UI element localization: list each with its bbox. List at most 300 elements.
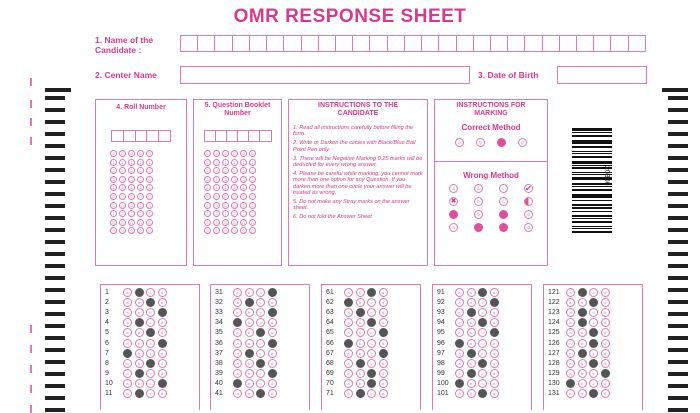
dob-input[interactable] (557, 66, 647, 84)
answer-bubble[interactable]: a (344, 369, 353, 378)
digit-bubble[interactable]: 4 (231, 184, 238, 191)
answer-bubble[interactable]: d (601, 389, 610, 398)
answer-bubble[interactable]: a (344, 318, 353, 327)
answer-bubble[interactable]: c (367, 339, 376, 348)
answer-bubble-filled[interactable] (268, 369, 277, 378)
answer-bubble[interactable]: d (379, 298, 388, 307)
answer-bubble-filled[interactable] (478, 288, 487, 297)
answer-bubble-filled[interactable] (578, 288, 587, 297)
name-cell[interactable] (422, 36, 439, 51)
answer-bubble-filled[interactable] (455, 379, 464, 388)
answer-bubble[interactable]: c (146, 318, 155, 327)
digit-bubble[interactable]: 6 (240, 202, 247, 209)
answer-bubble[interactable]: a (566, 308, 575, 317)
answer-bubble[interactable]: b (467, 328, 476, 337)
answer-bubble-filled[interactable] (135, 369, 144, 378)
answer-bubble[interactable]: d (268, 328, 277, 337)
digit-bubble[interactable]: 5 (128, 193, 135, 200)
answer-bubble-filled[interactable] (589, 328, 598, 337)
digit-bubble[interactable]: 3 (110, 176, 117, 183)
answer-bubble-filled[interactable] (601, 369, 610, 378)
answer-bubble[interactable]: b (245, 359, 254, 368)
digit-bubble[interactable]: 4 (128, 184, 135, 191)
answer-bubble-filled[interactable] (467, 308, 476, 317)
digit-bubble[interactable]: 0 (146, 150, 153, 157)
answer-bubble[interactable]: d (490, 369, 499, 378)
answer-bubble-filled[interactable] (135, 288, 144, 297)
answer-bubble-filled[interactable] (467, 349, 476, 358)
answer-bubble[interactable]: c (367, 308, 376, 317)
digit-bubble[interactable]: 8 (231, 219, 238, 226)
answer-bubble[interactable]: c (256, 288, 265, 297)
answer-bubble-filled[interactable] (233, 379, 242, 388)
digit-bubble[interactable]: 3 (249, 176, 256, 183)
answer-bubble[interactable]: a (123, 359, 132, 368)
roll-number-cells[interactable] (111, 130, 171, 142)
answer-bubble-filled[interactable] (578, 308, 587, 317)
answer-bubble[interactable]: d (379, 359, 388, 368)
answer-bubble[interactable]: a (566, 369, 575, 378)
answer-bubble[interactable]: b (135, 349, 144, 358)
answer-bubble[interactable]: a (233, 339, 242, 348)
answer-bubble[interactable]: d (158, 318, 167, 327)
digit-bubble[interactable]: 5 (231, 193, 238, 200)
answer-bubble[interactable]: c (478, 349, 487, 358)
answer-bubble[interactable]: c (256, 369, 265, 378)
answer-bubble[interactable]: c (478, 308, 487, 317)
digit-bubble[interactable]: 1 (128, 159, 135, 166)
answer-bubble[interactable]: b (245, 339, 254, 348)
name-cell[interactable] (474, 36, 491, 51)
digit-bubble[interactable]: 6 (222, 202, 229, 209)
answer-bubble[interactable]: d (379, 308, 388, 317)
digit-bubble[interactable]: 4 (249, 184, 256, 191)
digit-bubble[interactable]: 2 (110, 167, 117, 174)
digit-bubble[interactable]: 5 (213, 193, 220, 200)
answer-bubble[interactable]: a (123, 288, 132, 297)
answer-bubble[interactable]: d (601, 288, 610, 297)
answer-bubble-filled[interactable] (356, 308, 365, 317)
digit-bubble[interactable]: 2 (213, 167, 220, 174)
digit-bubble[interactable]: 4 (213, 184, 220, 191)
name-cell[interactable] (233, 36, 250, 51)
digit-bubble[interactable]: 0 (119, 150, 126, 157)
digit-bubble[interactable]: 6 (204, 202, 211, 209)
answer-bubble[interactable]: b (245, 288, 254, 297)
answer-bubble-filled[interactable] (146, 328, 155, 337)
answer-bubble[interactable]: a (566, 298, 575, 307)
digit-bubble[interactable]: 3 (240, 176, 247, 183)
answer-bubble[interactable]: d (268, 359, 277, 368)
digit-bubble[interactable]: 3 (119, 176, 126, 183)
answer-bubble[interactable]: a (123, 339, 132, 348)
answer-bubble[interactable]: b (245, 369, 254, 378)
digit-bubble[interactable]: 8 (222, 219, 229, 226)
answer-bubble-filled[interactable] (158, 308, 167, 317)
answer-bubble[interactable]: c (256, 318, 265, 327)
answer-bubble[interactable]: a (566, 389, 575, 398)
answer-bubble[interactable]: c (478, 339, 487, 348)
name-cell[interactable] (198, 36, 215, 51)
answer-bubble-filled[interactable] (146, 298, 155, 307)
answer-bubble[interactable]: c (367, 359, 376, 368)
answer-bubble[interactable]: c (146, 389, 155, 398)
digit-bubble[interactable]: 1 (119, 159, 126, 166)
answer-bubble[interactable]: c (367, 298, 376, 307)
answer-bubble[interactable]: a (344, 288, 353, 297)
answer-bubble-filled[interactable] (578, 318, 587, 327)
answer-bubble[interactable]: a (344, 379, 353, 388)
digit-bubble[interactable]: 9 (128, 227, 135, 234)
answer-bubble[interactable]: c (589, 379, 598, 388)
answer-bubble[interactable]: c (478, 298, 487, 307)
digit-bubble[interactable]: 5 (119, 193, 126, 200)
answer-bubble[interactable]: d (268, 389, 277, 398)
answer-bubble[interactable]: a (123, 389, 132, 398)
answer-bubble-filled[interactable] (356, 389, 365, 398)
answer-bubble[interactable]: a (233, 359, 242, 368)
name-cell[interactable] (388, 36, 405, 51)
answer-bubble[interactable]: b (135, 379, 144, 388)
name-cell[interactable] (215, 36, 232, 51)
digit-bubble[interactable]: 7 (204, 210, 211, 217)
digit-bubble[interactable]: 7 (110, 210, 117, 217)
answer-bubble-filled[interactable] (233, 318, 242, 327)
answer-bubble-filled[interactable] (367, 369, 376, 378)
answer-bubble[interactable]: b (467, 288, 476, 297)
answer-bubble[interactable]: a (123, 369, 132, 378)
name-cell[interactable] (525, 36, 542, 51)
digit-bubble[interactable]: 9 (231, 227, 238, 234)
name-cell[interactable] (577, 36, 594, 51)
digit-bubble[interactable]: 4 (110, 184, 117, 191)
digit-bubble[interactable]: 8 (119, 219, 126, 226)
answer-bubble[interactable]: c (146, 379, 155, 388)
answer-bubble[interactable]: c (367, 389, 376, 398)
digit-bubble[interactable]: 5 (146, 193, 153, 200)
answer-bubble[interactable]: b (356, 379, 365, 388)
answer-bubble-filled[interactable] (256, 328, 265, 337)
name-cell[interactable] (629, 36, 645, 51)
answer-bubble[interactable]: c (256, 339, 265, 348)
digit-bubble[interactable]: 3 (204, 176, 211, 183)
answer-bubble[interactable]: c (256, 298, 265, 307)
digit-bubble[interactable]: 4 (137, 184, 144, 191)
digit-bubble[interactable]: 1 (240, 159, 247, 166)
name-cell[interactable] (594, 36, 611, 51)
answer-bubble-filled[interactable] (123, 349, 132, 358)
digit-bubble[interactable]: 1 (146, 159, 153, 166)
answer-bubble[interactable]: b (467, 389, 476, 398)
digit-bubble[interactable]: 3 (137, 176, 144, 183)
answer-bubble-filled[interactable] (344, 339, 353, 348)
digit-bubble[interactable]: 5 (240, 193, 247, 200)
answer-bubble[interactable]: d (268, 298, 277, 307)
answer-bubble[interactable]: a (455, 328, 464, 337)
digit-bubble[interactable]: 4 (240, 184, 247, 191)
digit-bubble[interactable]: 9 (240, 227, 247, 234)
answer-bubble[interactable]: c (367, 328, 376, 337)
name-cell[interactable] (319, 36, 336, 51)
answer-bubble[interactable]: a (455, 349, 464, 358)
answer-bubble[interactable]: a (566, 349, 575, 358)
answer-bubble[interactable]: c (146, 349, 155, 358)
name-input-cells[interactable] (180, 35, 646, 52)
digit-bubble[interactable]: 6 (128, 202, 135, 209)
answer-bubble-filled[interactable] (245, 298, 254, 307)
answer-bubble[interactable]: d (490, 318, 499, 327)
answer-bubble[interactable]: a (123, 318, 132, 327)
name-cell[interactable] (336, 36, 353, 51)
answer-bubble[interactable]: d (601, 318, 610, 327)
digit-bubble[interactable]: 7 (240, 210, 247, 217)
digit-bubble[interactable]: 7 (146, 210, 153, 217)
name-cell[interactable] (302, 36, 319, 51)
digit-bubble[interactable]: 4 (146, 184, 153, 191)
name-cell[interactable] (543, 36, 560, 51)
answer-bubble[interactable]: c (146, 308, 155, 317)
digit-bubble[interactable]: 1 (137, 159, 144, 166)
answer-bubble-filled[interactable] (589, 359, 598, 368)
answer-bubble-filled[interactable] (379, 328, 388, 337)
digit-bubble[interactable]: 0 (204, 150, 211, 157)
answer-bubble[interactable]: d (601, 359, 610, 368)
answer-bubble-filled[interactable] (578, 349, 587, 358)
digit-bubble[interactable]: 8 (213, 219, 220, 226)
digit-bubble[interactable]: 7 (222, 210, 229, 217)
answer-bubble[interactable]: b (467, 318, 476, 327)
name-cell[interactable] (181, 36, 198, 51)
answer-bubble-filled[interactable] (158, 379, 167, 388)
answer-bubble-filled[interactable] (589, 339, 598, 348)
digit-bubble[interactable]: 5 (222, 193, 229, 200)
answer-bubble[interactable]: b (356, 339, 365, 348)
answer-bubble[interactable]: b (578, 328, 587, 337)
digit-bubble[interactable]: 8 (137, 219, 144, 226)
answer-bubble[interactable]: a (344, 308, 353, 317)
answer-bubble[interactable]: b (467, 339, 476, 348)
answer-bubble[interactable]: d (601, 298, 610, 307)
digit-bubble[interactable]: 1 (110, 159, 117, 166)
answer-bubble[interactable]: d (490, 379, 499, 388)
digit-bubble[interactable]: 9 (119, 227, 126, 234)
answer-bubble[interactable]: a (344, 328, 353, 337)
answer-bubble[interactable]: b (578, 389, 587, 398)
answer-bubble[interactable]: b (135, 339, 144, 348)
answer-bubble[interactable]: d (379, 389, 388, 398)
digit-bubble[interactable]: 1 (204, 159, 211, 166)
digit-bubble[interactable]: 7 (213, 210, 220, 217)
answer-bubble[interactable]: b (356, 349, 365, 358)
digit-bubble[interactable]: 8 (110, 219, 117, 226)
digit-bubble[interactable]: 0 (137, 150, 144, 157)
digit-bubble[interactable]: 7 (128, 210, 135, 217)
answer-bubble[interactable]: c (146, 369, 155, 378)
answer-bubble[interactable]: a (455, 298, 464, 307)
answer-bubble[interactable]: d (601, 379, 610, 388)
answer-bubble[interactable]: a (455, 308, 464, 317)
digit-bubble[interactable]: 9 (213, 227, 220, 234)
digit-bubble[interactable]: 9 (249, 227, 256, 234)
answer-bubble-filled[interactable] (158, 339, 167, 348)
digit-bubble[interactable]: 6 (249, 202, 256, 209)
answer-bubble[interactable]: d (158, 389, 167, 398)
digit-bubble[interactable]: 2 (146, 167, 153, 174)
answer-bubble[interactable]: d (379, 288, 388, 297)
answer-bubble[interactable]: d (158, 369, 167, 378)
answer-bubble[interactable]: c (478, 328, 487, 337)
digit-bubble[interactable]: 0 (222, 150, 229, 157)
answer-bubble[interactable]: b (245, 308, 254, 317)
answer-bubble[interactable]: d (158, 349, 167, 358)
answer-bubble[interactable]: b (245, 379, 254, 388)
answer-bubble[interactable]: d (379, 318, 388, 327)
digit-bubble[interactable]: 3 (213, 176, 220, 183)
answer-bubble-filled[interactable] (256, 389, 265, 398)
answer-bubble[interactable]: a (233, 369, 242, 378)
name-cell[interactable] (491, 36, 508, 51)
answer-bubble[interactable]: b (135, 359, 144, 368)
answer-bubble[interactable]: a (566, 359, 575, 368)
answer-bubble-filled[interactable] (135, 318, 144, 327)
answer-bubble[interactable]: d (158, 298, 167, 307)
digit-bubble[interactable]: 0 (213, 150, 220, 157)
answer-bubble[interactable]: c (589, 318, 598, 327)
digit-bubble[interactable]: 0 (231, 150, 238, 157)
answer-bubble[interactable]: a (566, 328, 575, 337)
digit-bubble[interactable]: 2 (137, 167, 144, 174)
booklet-number-cells[interactable] (204, 130, 272, 142)
digit-bubble[interactable]: 7 (231, 210, 238, 217)
answer-bubble[interactable]: d (268, 379, 277, 388)
answer-bubble[interactable]: d (158, 359, 167, 368)
name-cell[interactable] (353, 36, 370, 51)
answer-bubble[interactable]: b (245, 318, 254, 327)
answer-bubble-filled[interactable] (589, 298, 598, 307)
answer-bubble[interactable]: a (123, 308, 132, 317)
answer-bubble[interactable]: c (367, 349, 376, 358)
digit-bubble[interactable]: 3 (146, 176, 153, 183)
answer-bubble[interactable]: a (233, 389, 242, 398)
answer-bubble[interactable]: d (490, 359, 499, 368)
answer-bubble[interactable]: a (123, 298, 132, 307)
name-cell[interactable] (457, 36, 474, 51)
digit-bubble[interactable]: 9 (146, 227, 153, 234)
answer-bubble[interactable]: b (356, 328, 365, 337)
answer-bubble[interactable]: d (379, 339, 388, 348)
answer-bubble-filled[interactable] (589, 389, 598, 398)
digit-bubble[interactable]: 0 (128, 150, 135, 157)
answer-bubble[interactable]: d (490, 389, 499, 398)
digit-bubble[interactable]: 7 (249, 210, 256, 217)
digit-bubble[interactable]: 5 (249, 193, 256, 200)
digit-bubble[interactable]: 0 (240, 150, 247, 157)
answer-bubble[interactable]: b (578, 339, 587, 348)
digit-bubble[interactable]: 6 (146, 202, 153, 209)
answer-bubble[interactable]: d (268, 318, 277, 327)
answer-bubble[interactable]: a (455, 389, 464, 398)
digit-bubble[interactable]: 2 (249, 167, 256, 174)
digit-bubble[interactable]: 4 (204, 184, 211, 191)
answer-bubble[interactable]: c (589, 349, 598, 358)
answer-bubble[interactable]: c (146, 288, 155, 297)
answer-bubble[interactable]: d (158, 328, 167, 337)
answer-bubble[interactable]: a (344, 389, 353, 398)
answer-bubble[interactable]: a (233, 288, 242, 297)
answer-bubble[interactable]: c (256, 349, 265, 358)
answer-bubble[interactable]: d (490, 349, 499, 358)
name-cell[interactable] (284, 36, 301, 51)
digit-bubble[interactable]: 2 (240, 167, 247, 174)
digit-bubble[interactable]: 7 (137, 210, 144, 217)
center-name-input[interactable] (180, 66, 470, 84)
name-cell[interactable] (439, 36, 456, 51)
answer-bubble-filled[interactable] (566, 379, 575, 388)
answer-bubble-filled[interactable] (245, 349, 254, 358)
answer-bubble[interactable]: b (467, 379, 476, 388)
answer-bubble-filled[interactable] (367, 318, 376, 327)
name-cell[interactable] (405, 36, 422, 51)
digit-bubble[interactable]: 8 (128, 219, 135, 226)
answer-bubble[interactable]: b (245, 328, 254, 337)
answer-bubble[interactable]: c (589, 288, 598, 297)
answer-bubble[interactable]: b (578, 298, 587, 307)
digit-bubble[interactable]: 2 (222, 167, 229, 174)
digit-bubble[interactable]: 8 (204, 219, 211, 226)
answer-bubble-filled[interactable] (490, 328, 499, 337)
answer-bubble[interactable]: b (578, 369, 587, 378)
answer-bubble[interactable]: d (379, 379, 388, 388)
digit-bubble[interactable]: 9 (204, 227, 211, 234)
answer-bubble[interactable]: d (490, 339, 499, 348)
answer-bubble[interactable]: b (135, 328, 144, 337)
digit-bubble[interactable]: 3 (222, 176, 229, 183)
answer-bubble-filled[interactable] (268, 339, 277, 348)
answer-bubble-filled[interactable] (356, 359, 365, 368)
digit-bubble[interactable]: 4 (119, 184, 126, 191)
answer-bubble-filled[interactable] (367, 379, 376, 388)
answer-bubble[interactable]: a (233, 298, 242, 307)
answer-bubble[interactable]: b (356, 318, 365, 327)
answer-bubble[interactable]: c (589, 369, 598, 378)
answer-bubble[interactable]: b (135, 298, 144, 307)
digit-bubble[interactable]: 6 (231, 202, 238, 209)
digit-bubble[interactable]: 7 (119, 210, 126, 217)
digit-bubble[interactable]: 2 (204, 167, 211, 174)
answer-bubble[interactable]: a (344, 359, 353, 368)
digit-bubble[interactable]: 6 (137, 202, 144, 209)
answer-bubble[interactable]: b (578, 379, 587, 388)
answer-bubble[interactable]: a (455, 369, 464, 378)
digit-bubble[interactable]: 6 (119, 202, 126, 209)
answer-bubble[interactable]: d (490, 308, 499, 317)
answer-bubble-filled[interactable] (379, 349, 388, 358)
digit-bubble[interactable]: 5 (137, 193, 144, 200)
name-cell[interactable] (560, 36, 577, 51)
answer-bubble[interactable]: c (256, 379, 265, 388)
digit-bubble[interactable]: 2 (231, 167, 238, 174)
digit-bubble[interactable]: 1 (249, 159, 256, 166)
digit-bubble[interactable]: 3 (231, 176, 238, 183)
answer-bubble[interactable]: d (601, 308, 610, 317)
answer-bubble[interactable]: b (467, 359, 476, 368)
answer-bubble[interactable]: d (268, 349, 277, 358)
digit-bubble[interactable]: 6 (110, 202, 117, 209)
answer-bubble-filled[interactable] (256, 359, 265, 368)
digit-bubble[interactable]: 9 (137, 227, 144, 234)
digit-bubble[interactable]: 3 (128, 176, 135, 183)
answer-bubble[interactable]: d (601, 339, 610, 348)
